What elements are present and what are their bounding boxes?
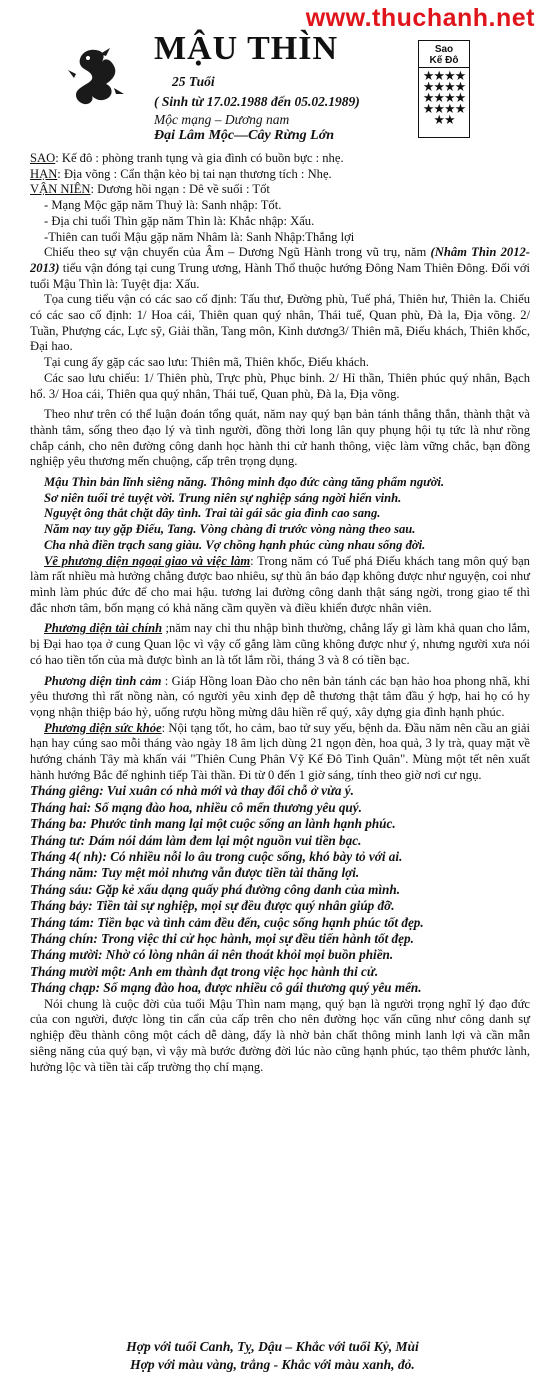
paragraph-stars-shine: Các sao lưu chiếu: 1/ Thiên phù, Trực phù, Phục binh. 2/ Hỉ thần, Thiên phúc quý nhân, Bạch hổ. 3/ Hoa cái, Thiên qua quý nhân, Thái tuế, Quan phù, Đà la, Địa võng. xyxy=(30,370,530,401)
dragon-icon xyxy=(66,44,126,108)
year-highlight: (Nhâm Thìn 2012-2013) xyxy=(30,245,530,275)
month-item: Tháng hai: Số mạng đào hoa, nhiều cô mến thương yêu quý. xyxy=(30,799,362,815)
website-watermark[interactable]: www.thuchanh.net xyxy=(305,4,535,32)
monthly-forecast xyxy=(30,783,530,996)
van-nien-item: - Mạng Mộc gặp năm Thuỷ là: Sanh nhập: Tốt. xyxy=(44,198,282,213)
van-nien-item: -Thiên can tuổi Mậu gặp năm Nhâm là: Sanh Nhập:Thắng lợi xyxy=(44,229,355,244)
van-nien-text: : Dương hồi ngạn : Dê về suối : Tốt xyxy=(90,182,270,197)
sao-text: : Kế đô : phòng tranh tụng và gia đình có buồn bực : nhẹ. xyxy=(55,151,344,165)
han-text: : Địa võng : Cẩn thận kẻo bị tai nạn thương tích : Nhẹ. xyxy=(57,166,332,181)
star-row: ★★★★ xyxy=(422,90,466,105)
month-item: Tháng năm: Tuy mệt mỏi nhưng vẫn được tiền tài thăng lợi. xyxy=(30,865,360,881)
star-box xyxy=(418,40,470,138)
article-body xyxy=(30,151,530,1075)
van-nien-item: - Địa chi tuổi Thìn gặp năm Thìn là: Khắc nhập: Xấu. xyxy=(44,213,315,228)
paragraph-intro xyxy=(30,245,530,292)
element-text: Đại Lâm Mộc—Cây Rừng Lớn xyxy=(154,128,335,143)
section-love xyxy=(30,674,530,721)
month-item: Tháng chín: Trong việc thi cử học hành, mọi sự đều tiến hành tốt đẹp. xyxy=(30,931,414,947)
poem-line: Sơ niên tuổi trẻ tuyệt vời. Trung niên sự nghiệp sáng ngời hiển vinh. xyxy=(44,490,402,505)
han-label: HẠN xyxy=(30,166,58,181)
han-line xyxy=(30,167,530,183)
paragraph-moving-stars: Tại cung ấy gặp các sao lưu: Thiên mã, Thiên khốc, Điếu khách. xyxy=(44,355,369,370)
page-title: MẬU THÌN xyxy=(154,30,338,67)
section-diplomacy xyxy=(30,554,530,617)
finance-text: ;năm nay chỉ thu nhập bình thường, chẳng lấy gì làm khả quan cho lắm, bị Đại hao tọa ở cung Quan lộc vì vậy cố gắng làm cũng không được như ý, nhưng người xưa nói có hao tiền tốn của mà được bình an là tốt lắm rồi, tháng 3 và 8 có tiền bạc. xyxy=(30,621,530,667)
diplomacy-text: : Trong năm có Tuế phá Điếu khách tang môn quý bạn làm rất nhiều mà hưởng chẳng được bao nhiêu, sự thù ân báo đạp không được như nguyện, coi như mình làm phúc đức để cho mai hậu. tương lai đường công danh thật sáng ngời, trong giao tế thì đắc nhơn tâm, bốn mạng có khả năng cầm quyền và điều khiển được nhân viên. xyxy=(30,553,530,615)
compatibility-ages: Hợp với tuổi Canh, Tỵ, Dậu – Khắc với tuổi Kỷ, Mùi xyxy=(126,1339,419,1354)
intro-text: Chiếu theo sự vận chuyển của Âm – Dương Ngũ Hành trong vũ trụ, năm xyxy=(44,245,427,260)
paragraph-conclusion: Nói chung là cuộc đời của tuổi Mậu Thìn nam mạng, quý bạn là người trọng nghĩ lý đạo đức của con người, được lòng tin cẩn của cấp trên cho nên đường học vấn cũng như công danh sự nghiệp đều thành công một cách dễ dàng, đấy là nhờ bản chất thông minh lanh lợi và cần mẫn siêng năng của quý bạn, vì vậy mà bước đường đời lúc nào cũng hạnh phúc, tạo thêm phước lành, hưởng lộc và tiền tài cấp trường thọ chí mạng. xyxy=(30,996,530,1074)
section-finance xyxy=(30,621,530,668)
age-text: 25 Tuổi xyxy=(172,74,215,89)
finance-heading: Phương diện tài chính xyxy=(44,621,163,636)
month-item: Tháng sáu: Gặp kẻ xấu dạng quấy phá đường công danh của mình. xyxy=(30,881,401,897)
poem-line: Năm nay tuy gặp Điếu, Tang. Vòng chàng đi trước vòng nàng theo sau. xyxy=(44,522,416,537)
compatibility-colors: Hợp với màu vàng, trắng - Khắc với màu xanh, đỏ. xyxy=(130,1357,415,1372)
paragraph-summary: Theo như trên có thể luận đoán tổng quát, năm nay quý bạn bản tánh thẳng thắn, thành thật và thành tâm, sống theo đạo lý và tình người, đồng thời long lân quy phụng hội tụ tức là như rồng chắp cánh, cho nên đường công danh học hành thi cử hanh thông, việc làm vững chắc, bạn đồng nghiệp yêu thương mến chuộng, cấp trên trọng dụng. xyxy=(30,407,530,469)
month-item: Tháng giêng: Vui xuân có nhà mới và thay đổi chỗ ở vừa ý. xyxy=(30,783,354,799)
star-row: ★★★★ xyxy=(422,79,466,94)
star-box-label: Sao xyxy=(434,44,454,55)
month-item: Tháng 4( nh): Có nhiều nỗi lo âu trong cuộc sống, khó bày tỏ với ai. xyxy=(30,849,403,865)
menh-text: Mộc mạng – Dương nam xyxy=(154,112,290,127)
month-item: Tháng tư: Dám nói dám làm đem lại một nguồn vui tiền bạc. xyxy=(30,832,362,848)
diplomacy-heading: Về phương diện ngoại giao và việc làm xyxy=(44,553,251,568)
health-text: : Nội tạng tốt, ho cảm, bao tử suy yếu, bệnh da. Đầu năm nên cầu an giải hạn hay cúng sao mỗi tháng vào ngày 18 âm lịch dùng 21 ngọn đèn, hoa quả, 3 ly trà, quay mặt về hướng chánh Tây mà khấn vái "Thiên Cung Phân Vỹ Kế Đô Tinh Quân". Mùng một tết nên xuất hành hướng Bắc để nghinh tiếp Tài thần. Đi từ 0 đến 1 giờ sáng, tính theo giờ nơi cư ngụ. xyxy=(30,720,531,782)
birth-range: ( Sinh từ 17.02.1988 đến 05.02.1989) xyxy=(154,94,360,109)
love-heading: Phương diện tình cảm xyxy=(44,673,162,688)
month-item: Tháng tám: Tiền bạc và tình cảm đều đến, cuộc sống hạnh phúc tốt đẹp. xyxy=(30,914,424,930)
month-item: Tháng bảy: Tiền tài sự nghiệp, mọi sự đều được quý nhân giúp đỡ. xyxy=(30,898,395,914)
star-box-name: Kế Đô xyxy=(419,55,469,68)
sao-label: SAO xyxy=(30,151,56,165)
month-item: Tháng mười: Nhờ có lòng nhân ái nên thoát khỏi mọi buồn phiền. xyxy=(30,947,394,963)
section-health xyxy=(30,721,530,784)
intro-text-cont: tiểu vận đóng tại cung Trung ương, Hành Thổ thuộc hướng Đông Nam Thiên Đông. Đối với tuổi Mậu Thìn là: Tuyệt địa: Xấu. xyxy=(30,260,530,291)
star-row: ★★ xyxy=(433,112,455,127)
star-rating xyxy=(419,70,469,125)
love-text: : Giáp Hồng loan Đào cho nên bản tánh các bạn hảo hoa phong nhã, khi yêu thương thì rất nồng nàn, có người yêu xinh đẹp dễ thương thật tâm đầu ý hợp, hai họ có hy vọng nhận thiệp báo hỷ, uống rượu hồng mừng dâu hiền rể quý, xây dựng gia đình hạnh phúc. xyxy=(30,673,531,719)
month-item: Tháng mười một: Anh em thành đạt trong việc học hành thi cử. xyxy=(30,963,379,979)
star-row: ★★★★ xyxy=(422,68,466,83)
health-heading: Phương diện sức khỏe xyxy=(44,720,162,735)
month-item: Tháng chạp: Số mạng đào hoa, được nhiều cô gái thương quý yêu mến. xyxy=(30,980,422,996)
month-item: Tháng ba: Phước tinh mang lại một cuộc sống an lành hạnh phúc. xyxy=(30,816,396,832)
van-nien-line xyxy=(30,182,530,198)
star-row: ★★★★ xyxy=(422,101,466,116)
poem-line: Nguyệt ông thắt chặt dây tình. Trai tài gái sắc gia đình cao sang. xyxy=(44,506,381,521)
paragraph-fixed-stars: Tọa cung tiểu vận có các sao cố định: Tấu thư, Đường phù, Tuế phá, Thiên hư, Thiên la. Chiếu có các sao cố định: 1/ Hoa cái, Thiên quan quý nhân, Thái tuế, Quan phù, Đà la, Địa võng. 2/ Tuần, Phượng các, Lực sỹ, Giải thần, Tang môn, Kình dương3/ Thiên mã, Điếu khách, Thiên khốc, Đại hao. xyxy=(30,292,530,354)
van-nien-label: VẬN NIÊN xyxy=(30,182,91,197)
sao-line xyxy=(30,151,530,167)
poem-line: Mậu Thìn bản lĩnh siêng năng. Thông minh đạo đức càng tăng phẩm người. xyxy=(44,475,445,490)
poem-line: Cha nhà điền trạch sang giàu. Vợ chồng hạnh phúc cùng nhau sống đời. xyxy=(44,537,426,552)
